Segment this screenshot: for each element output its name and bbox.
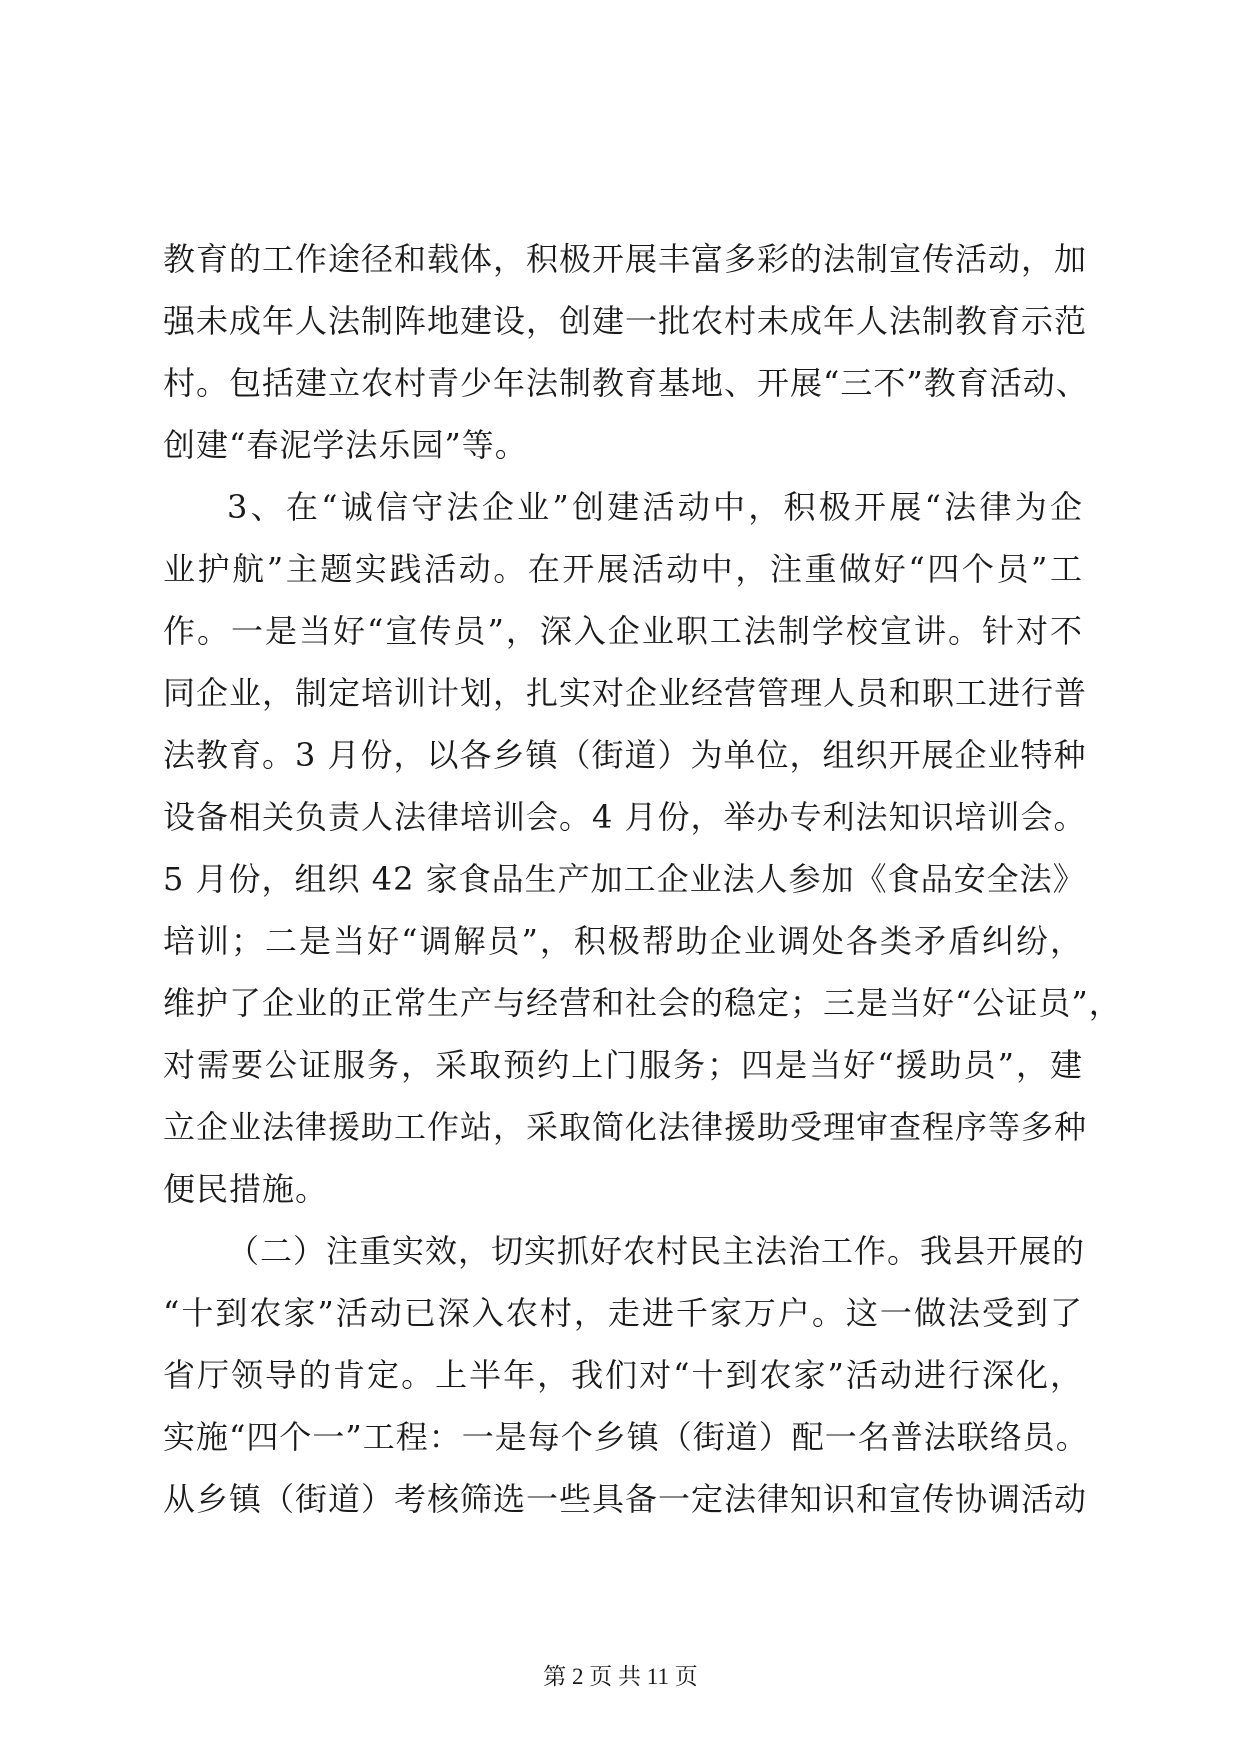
document-body bbox=[163, 228, 1122, 1530]
text-line: 法教育。3 月份，以各乡镇（街道）为单位，组织开展企业特种 bbox=[163, 736, 1087, 774]
text-line: 立企业法律援助工作站，采取简化法律援助受理审查程序等多种 bbox=[163, 1108, 1088, 1146]
text-line: 省厅领导的肯定。上半年，我们对“十到农家”活动进行深化， bbox=[163, 1356, 1083, 1394]
text-line: 村。包括建立农村青少年法制教育基地、开展“三不”教育活动、 bbox=[163, 364, 1089, 402]
text-line: 维护了企业的正常生产与经营和社会的稳定；三是当好“公证员”， bbox=[163, 984, 1122, 1022]
text-line: 从乡镇（街道）考核筛选一些具备一定法律知识和宣传协调活动 bbox=[163, 1480, 1088, 1518]
text-line: 设备相关负责人法律培训会。4 月份，举办专利法知识培训会。 bbox=[163, 798, 1087, 836]
text-line: “十到农家”活动已深入农村，走进千家万户。这一做法受到了 bbox=[163, 1294, 1083, 1332]
text-line: 实施“四个一”工程：一是每个乡镇（街道）配一名普法联络员。 bbox=[163, 1418, 1089, 1456]
text-line: 对需要公证服务，采取预约上门服务；四是当好“援助员”，建 bbox=[163, 1046, 1083, 1084]
paragraph-start-line: （二）注重实效，切实抓好农村民主法治工作。我县开展的 bbox=[227, 1232, 1086, 1270]
page-number-footer: 第 2 页 共 11 页 bbox=[543, 1664, 698, 1689]
text-line: 创建“春泥学法乐园”等。 bbox=[163, 426, 528, 464]
text-line: 培训；二是当好“调解员”，积极帮助企业调处各类矛盾纠纷， bbox=[163, 922, 1083, 960]
text-line: 业护航”主题实践活动。在开展活动中，注重做好“四个员”工 bbox=[163, 550, 1083, 588]
text-line: 作。一是当好“宣传员”，深入企业职工法制学校宣讲。针对不 bbox=[163, 612, 1083, 650]
text-line: 5 月份，组织 42 家食品生产加工企业法人参加《食品安全法》 bbox=[163, 860, 1086, 898]
paragraph-start-line: 3、在“诚信守法企业”创建活动中，积极开展“法律为企 bbox=[227, 488, 1083, 526]
text-line: 强未成年人法制阵地建设，创建一批农村未成年人法制教育示范 bbox=[163, 302, 1088, 340]
text-line: 教育的工作途径和载体，积极开展丰富多彩的法制宣传活动，加 bbox=[163, 240, 1088, 278]
text-line: 同企业，制定培训计划，扎实对企业经营管理人员和职工进行普 bbox=[163, 674, 1088, 712]
text-line: 便民措施。 bbox=[163, 1170, 329, 1208]
